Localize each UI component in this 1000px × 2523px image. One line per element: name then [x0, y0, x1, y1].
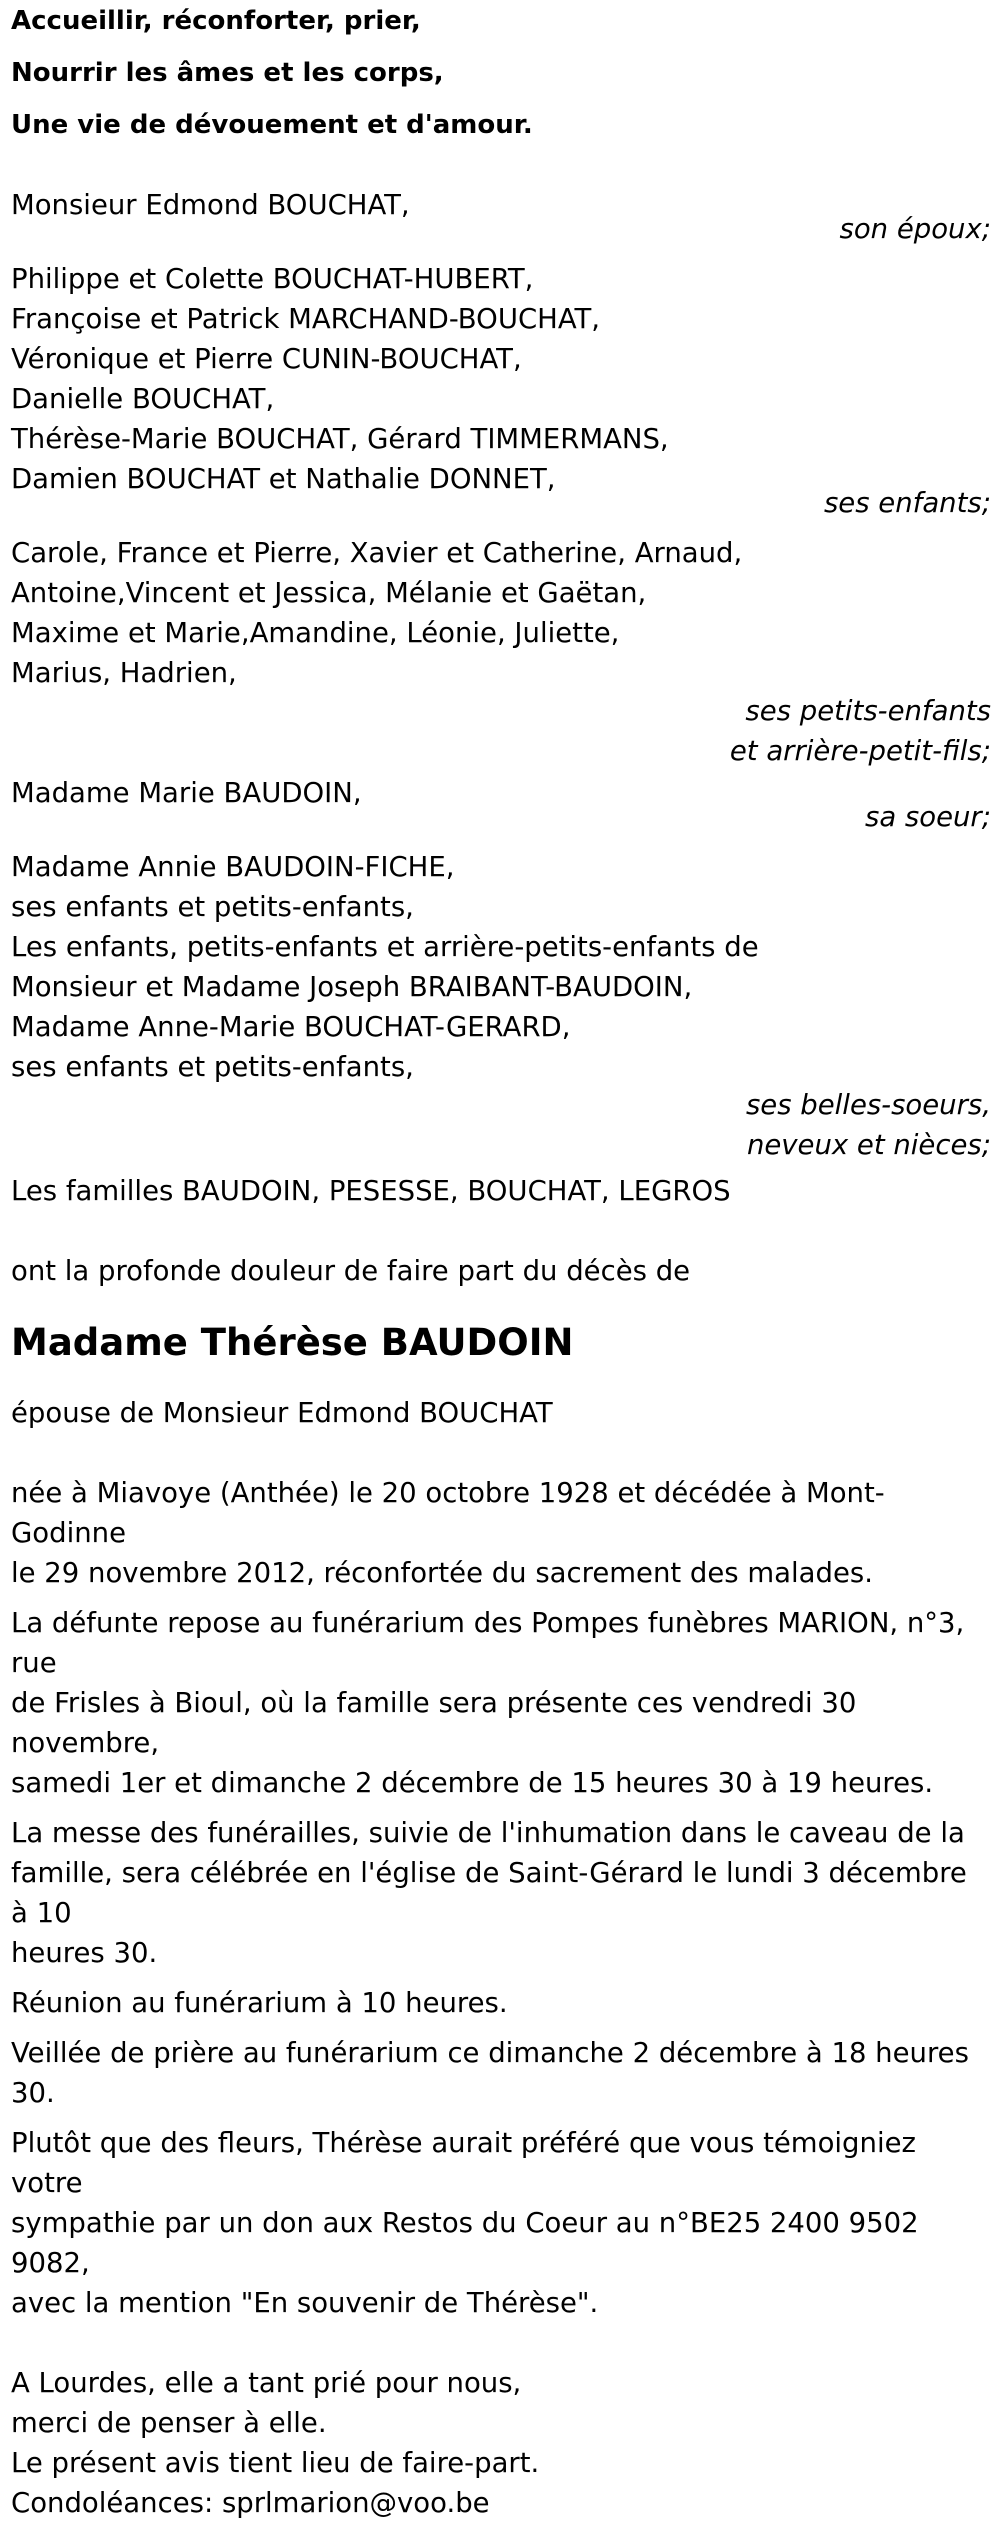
closing-line: A Lourdes, elle a tant prié pour nous,	[11, 2367, 522, 2399]
paragraph-line: de Frisles à Bioul, où la famille sera présente ces vendredi 30 novembre,	[11, 1687, 857, 1759]
family-line: Philippe et Colette BOUCHAT-HUBERT,	[11, 263, 534, 295]
paragraph-line: sympathie par un don aux Restos du Coeur au n°BE25 2400 9502 9082,	[11, 2207, 919, 2279]
family-line: Véronique et Pierre CUNIN-BOUCHAT,	[11, 343, 522, 375]
details-paragraph	[11, 1603, 991, 1803]
role-label: neveux et nièces;	[746, 1129, 991, 1161]
details-paragraph	[11, 1983, 991, 2023]
family-line: Antoine,Vincent et Jessica, Mélanie et Gaëtan,	[11, 577, 647, 609]
closing-line: merci de penser à elle.	[11, 2407, 327, 2439]
spouse-name: Monsieur Edmond BOUCHAT,	[11, 189, 410, 221]
paragraph-line: Réunion au funérarium à 10 heures.	[11, 1987, 508, 2019]
role-label: et arrière-petit-fils;	[729, 735, 991, 767]
family-line: Madame Anne-Marie BOUCHAT-GERARD,	[11, 1011, 571, 1043]
role-label: son époux;	[839, 213, 991, 245]
condolences-line: Condoléances: sprlmarion@voo.be	[11, 2487, 490, 2519]
paragraph-line: née à Miavoye (Anthée) le 20 octobre 1928 et décédée à Mont-Godinne	[11, 1477, 885, 1549]
paragraph-line: heures 30.	[11, 1937, 158, 1969]
obituary-notice	[11, 0, 989, 2523]
intro-line: Une vie de dévouement et d'amour.	[11, 110, 533, 140]
in-laws-block	[11, 847, 991, 1165]
family-line: Maxime et Marie,Amandine, Léonie, Juliette,	[11, 617, 620, 649]
details-paragraph	[11, 1813, 991, 1973]
notice-content	[11, 0, 991, 2523]
role-label: ses petits-enfants	[745, 695, 991, 727]
paragraph-line: le 29 novembre 2012, réconfortée du sacrement des malades.	[11, 1557, 873, 1589]
details-paragraph	[11, 2033, 991, 2113]
paragraph-line: avec la mention "En souvenir de Thérèse".	[11, 2287, 599, 2319]
sister-name: Madame Marie BAUDOIN,	[11, 777, 362, 809]
role-label: ses belles-soeurs,	[745, 1089, 991, 1121]
family-line: Madame Annie BAUDOIN-FICHE,	[11, 851, 455, 883]
role-label: ses enfants;	[823, 487, 991, 519]
intro-line: Nourrir les âmes et les corps,	[11, 58, 444, 88]
sister-block	[11, 773, 991, 837]
role-label: sa soeur;	[865, 801, 991, 833]
intro-verse	[11, 0, 991, 151]
children-block	[11, 259, 991, 523]
grandchildren-block	[11, 533, 991, 771]
family-line: Danielle BOUCHAT,	[11, 383, 275, 415]
details-paragraph	[11, 2123, 991, 2323]
paragraph-line: La messe des funérailles, suivie de l'inhumation dans le caveau de la	[11, 1817, 965, 1849]
paragraph-line: famille, sera célébrée en l'église de Saint-Gérard le lundi 3 décembre à 10	[11, 1857, 967, 1929]
family-line: ses enfants et petits-enfants,	[11, 891, 414, 923]
paragraph-line: samedi 1er et dimanche 2 décembre de 15 heures 30 à 19 heures.	[11, 1767, 934, 1799]
paragraph-line: Veillée de prière au funérarium ce dimanche 2 décembre à 18 heures 30.	[11, 2037, 969, 2109]
details-paragraph	[11, 1473, 991, 1593]
intro-line: Accueillir, réconforter, prier,	[11, 6, 421, 36]
paragraph-line: La défunte repose au funérarium des Pompes funèbres MARION, n°3, rue	[11, 1607, 965, 1679]
spouse-of-line: épouse de Monsieur Edmond BOUCHAT	[11, 1397, 553, 1429]
family-line: ses enfants et petits-enfants,	[11, 1051, 414, 1083]
family-line: Les enfants, petits-enfants et arrière-petits-enfants de	[11, 931, 759, 963]
paragraph-line: Plutôt que des fleurs, Thérèse aurait préféré que vous témoigniez votre	[11, 2127, 916, 2199]
family-line: Thérèse-Marie BOUCHAT, Gérard TIMMERMANS,	[11, 423, 669, 455]
deceased-name: Madame Thérèse BAUDOIN	[11, 1321, 574, 1364]
family-line: Carole, France et Pierre, Xavier et Catherine, Arnaud,	[11, 537, 743, 569]
family-line: Monsieur et Madame Joseph BRAIBANT-BAUDOIN,	[11, 971, 693, 1003]
closing-line: Le présent avis tient lieu de faire-part.	[11, 2447, 540, 2479]
families-line: Les familles BAUDOIN, PESESSE, BOUCHAT, LEGROS	[11, 1175, 731, 1207]
closing-block	[11, 2363, 991, 2523]
family-line: Marius, Hadrien,	[11, 657, 237, 689]
announcement-line: ont la profonde douleur de faire part du décès de	[11, 1255, 691, 1287]
family-line: Françoise et Patrick MARCHAND-BOUCHAT,	[11, 303, 601, 335]
spouse-block	[11, 185, 991, 249]
family-line: Damien BOUCHAT et Nathalie DONNET,	[11, 463, 556, 495]
